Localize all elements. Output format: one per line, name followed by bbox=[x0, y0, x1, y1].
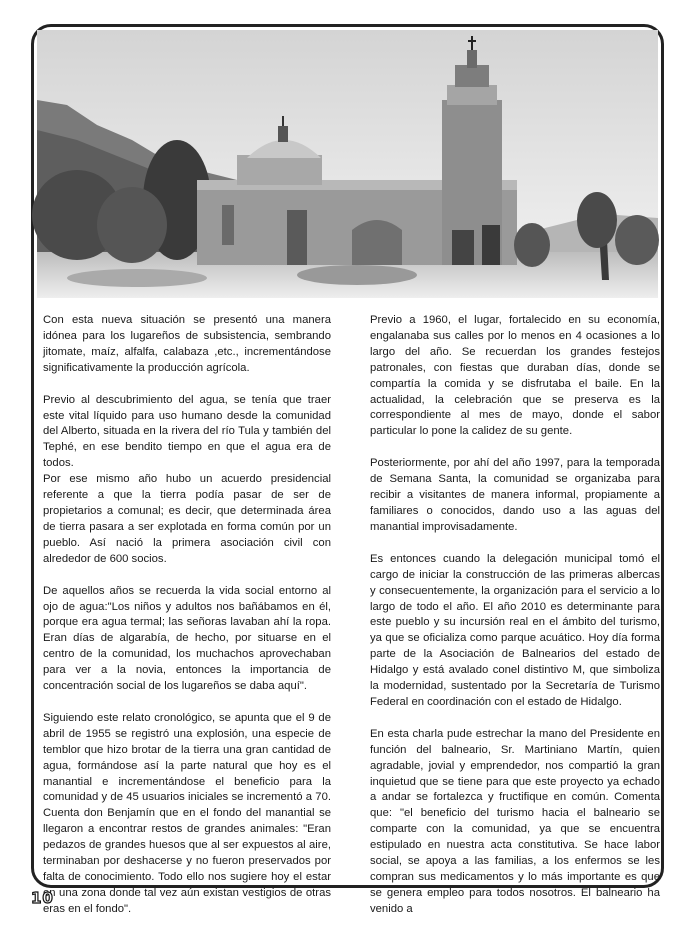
church-ruins-photo bbox=[37, 30, 658, 298]
left-text-column bbox=[43, 313, 331, 934]
paragraph: Siguiendo este relato cronológico, se apunta que el 9 de abril de 1955 se registró una explosión, una especie de temblor que hizo brotar de la tierra una gran cantidad de agua, formándose así la parte natural que hoy es el manantial e incrementándose el beneficio para la comunidad y de 45 usuarios iniciales se incrementó a 70. Cuenta don Benjamín que en el fondo del manantial se llegaron a encontrar restos de grandes animales: "Eran pedazos de grandes huesos que al ser expuestos al aire, terminaban por deshacerse y no fueron preservados por falta de conocimiento. Todo ello nos sugiere hoy el estar en una zona donde tal vez aún existan vestigios de otras eras en el fondo". bbox=[43, 711, 331, 915]
paragraph: Por ese mismo año hubo un acuerdo presidencial referente a que la tierra podía pasar de ser de propietarios a comunal; es decir, que determinada área de tierra pasara a ser explotada en forma común por un pueblo. Así nació la primera asociación civil con alrededor de 600 socios. bbox=[43, 473, 331, 565]
page-frame bbox=[31, 24, 664, 915]
right-text-column bbox=[370, 313, 660, 934]
paragraph: Previo al descubrimiento del agua, se tenía que traer este vital líquido para uso humano desde la comunidad del Alberto, situada en la rivera del río Tula y también del Tephé, en ese bendito tiempo en que el agua era de todos. bbox=[43, 393, 331, 470]
paragraph: Con esta nueva situación se presentó una manera idónea para los lugareños de subsistencia, sembrando jitomate, maíz, alfalfa, calabaza ,etc., incrementándose significativamente la producción agrícola. bbox=[43, 314, 331, 374]
paragraph: En esta charla pude estrechar la mano del Presidente en función del balneario, Sr. Martiniano Martín, quien agradable, jovial y emprendedor, nos compartió la gran inquietud que se tiene para que este proyecto ya echado a andar se fortalezca y fructifique en común. Comenta que: "el beneficio del turismo hacia el balneario se comparte con la comunidad, ya que se encuentra estipulado en nuestra acta constitutiva. Se hace labor social, se apoya a las familias, a los enfermos se les compran sus medicamentos y lo más importante es que se genera empleo para todos nosotros. El balneario ha venido a bbox=[370, 727, 660, 915]
page-number: 10 bbox=[31, 889, 54, 907]
paragraph: Previo a 1960, el lugar, fortalecido en su economía, engalanaba sus calles por lo menos en 4 ocasiones a lo largo del año. Se recuerdan los grandes festejos patronales, con fiestas que duraban días, donde se compartía la comida y se disfrutaba el baile. En la actualidad, la celebración que se preserva es la correspondiente al mes de mayo, donde el sabor particular lo pone la calidez de su gente. bbox=[370, 314, 660, 438]
paragraph: De aquellos años se recuerda la vida social entorno al ojo de agua:"Los niños y adultos nos bañábamos en él, porque era agua termal; las señoras lavaban ahí la ropa. Eran días de algarabía, de hecho, por situarse en el centro de la comunidad, los muchachos aprovechaban para ver a la novia, entonces la importancia de concentración social de los lugareños se daba aquí". bbox=[43, 584, 331, 693]
paragraph: Es entonces cuando la delegación municipal tomó el cargo de iniciar la construcción de las primeras albercas y consecuentemente, la organización para el servicio a lo largo de todo el año. El año 2010 es determinante para este pueblo y su incursión real en el ámbito del turismo, ya que se oficializa como parque acuático. Hoy día forma parte de la Asociación de Balnearios del estado de Hidalgo y está avalado conel distintivo M, que simboliza la modernidad, sustentado por la Secretaría de Turismo Federal en coordinación con el estado de Hidalgo. bbox=[370, 552, 660, 708]
paragraph: Posteriormente, por ahí del año 1997, para la temporada de Semana Santa, la comunidad se organizaba para recibir a visitantes de manera informal, propiamente a familiares o conocidos, dando uso a las aguas del manantial improvisadamente. bbox=[370, 457, 660, 533]
